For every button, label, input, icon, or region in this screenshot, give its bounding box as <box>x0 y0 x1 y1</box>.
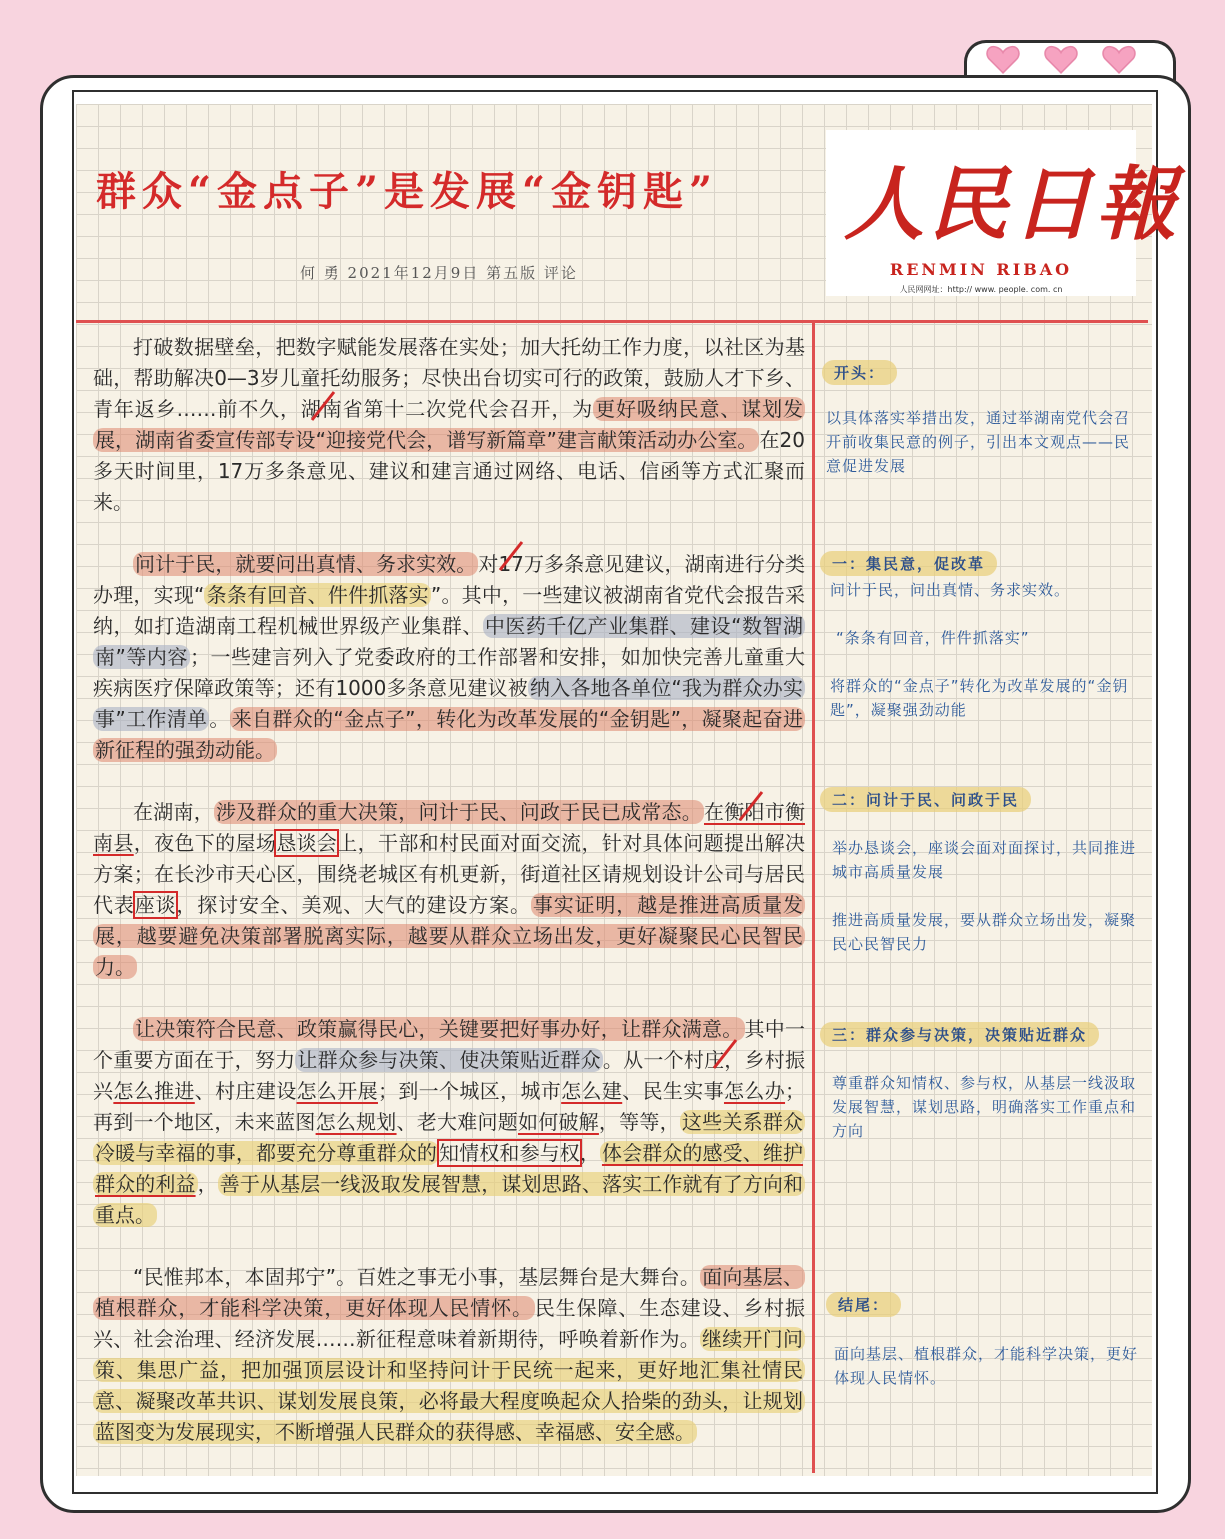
heart-icon <box>986 44 1020 74</box>
note-section-1-c: 将群众的“金点子”转化为改革发展的“金钥匙”，凝聚强劲动能 <box>830 677 1129 719</box>
note-ending: 面向基层、植根群众，才能科学决策，更好体现人民情怀。 <box>834 1345 1139 1387</box>
text-span: 在20多天时间里，17万多条意见、建议和建言通过网络、电话、信函等方式汇聚而来。 <box>93 428 805 514</box>
note-section-2-a: 举办恳谈会，座谈会面对面探讨，共同推进城市高质量发展 <box>832 839 1137 881</box>
check-mark-icon <box>308 390 338 424</box>
article-title: 群众“金点子”是发展“金钥匙” <box>96 168 719 215</box>
note-label-section-2: 二：问计于民、问政于民 <box>820 787 1031 812</box>
check-mark-icon <box>736 790 766 824</box>
note-label-ending: 结尾： <box>826 1292 901 1317</box>
note-label-section-1: 一：集民意，促改革 <box>820 551 997 576</box>
text-span: ，等等， <box>598 1110 680 1134</box>
column-divider <box>812 320 815 1473</box>
highlight-gray: 中医药千亿产业集群、建设“数智湖南”等内容 <box>95 614 803 669</box>
text-span: 民生保障、生态建设、乡村振兴、社会治理、经济发展……新征程意味着新期待，呼唤着新作为。 <box>93 1296 806 1351</box>
check-mark-icon <box>496 540 526 574</box>
text-span: ， <box>579 1141 600 1165</box>
text-span: 、民生实事 <box>622 1079 724 1103</box>
underline-span: 怎么推进 <box>113 1079 195 1103</box>
paragraph-5 <box>93 1262 805 1448</box>
text-span: 。 <box>209 707 230 731</box>
underline-span: 怎么规划 <box>315 1110 397 1134</box>
paragraph-4 <box>93 1014 805 1231</box>
note-section-1-b: “条条有回音，件件抓落实” <box>836 629 1030 647</box>
text-span: 在湖南， <box>133 800 214 824</box>
text-span: 、村庄建设 <box>194 1079 297 1103</box>
text-span: 、老大难问题 <box>396 1110 518 1134</box>
underline-span: 怎么开展 <box>296 1079 378 1103</box>
article-byline: 何 勇 2021年12月9日 第五版 评论 <box>300 264 578 282</box>
note-section-2-b: 推进高质量发展，要从群众立场出发，凝聚民心民智民力 <box>832 911 1137 953</box>
check-mark-icon <box>710 1038 740 1072</box>
text-span: “民惟邦本，本固邦宁”。百姓之事无小事，基层舞台是大舞台。 <box>133 1265 701 1289</box>
text-span: ， <box>197 1172 218 1196</box>
boxed-term: 座谈 <box>134 893 177 917</box>
note-intro: 以具体落实举措出发，通过举湖南党代会召开前收集民意的例子，引出本文观点——民意促进发展 <box>826 409 1131 475</box>
boxed-term: 恳谈会 <box>276 831 338 855</box>
logo-name-cn: 人民日報 <box>844 157 1180 251</box>
highlight-yellow: 条条有回音、件件抓落实 <box>206 583 429 607</box>
highlight-yellow: 这些关系群众冷暖与幸福的事，都要充分尊重群众的 <box>95 1110 804 1165</box>
highlight-red: 更好吸纳民意、谋划发展，湖南省委宣传部专设“迎接党代会，谱写新篇章”建言献策活动办公室。 <box>95 397 803 452</box>
highlight-yellow: 继续开门问策、集思广益，把加强顶层设计和坚持问计于民统一起来，更好地汇集社情民意、凝聚改革共识、谋划发展良策，必将最大程度唤起众人拾柴的劲头，让规划蓝图变为发展现实，不断增强人民群众的获得感、幸福感、安全感。 <box>95 1327 804 1444</box>
text-span: 其中一个重要方面在于，努力 <box>93 1017 805 1072</box>
heart-icon <box>1044 44 1078 74</box>
highlight-yellow: 体会群众的感受、维护群众的利益 <box>95 1141 804 1196</box>
text-span: 对17万多条意见建议，湖南进行分类办理，实现“ <box>93 552 806 607</box>
note-section-3-a: 尊重群众知情权、参与权，从基层一线汲取发展智慧，谋划思路，明确落实工作重点和方向 <box>832 1074 1137 1140</box>
highlight-gray: 纳入各地各单位“我为群众办实事”工作清单 <box>95 676 803 731</box>
text-span: ，探讨安全、美观、大气的建设方案。 <box>176 893 531 917</box>
logo-url: 人民网网址：http:// www. people. com. cn <box>899 285 1063 294</box>
highlight-yellow: 善于从基层一线汲取发展智慧，谋划思路、落实工作就有了方向和重点。 <box>95 1172 804 1227</box>
paragraph-2 <box>93 549 805 766</box>
text-span: 。从一个村庄，乡村振兴 <box>93 1048 806 1103</box>
boxed-term: 知情权和参与权 <box>439 1141 580 1165</box>
paragraph-3 <box>93 797 805 983</box>
underline-span: 在衡阳市衡南县 <box>93 800 805 855</box>
text-span: 上，干部和村民面对面交流，针对具体问题提出解决方案；在长沙市天心区，围绕老城区有机更新，街道社区请规划设计公司与居民代表 <box>93 831 806 917</box>
text-span: ”。其中，一些建议被湖南省党代会报告采纳，如打造湖南工程机械世界级产业集群、 <box>93 583 805 638</box>
underline-span: 如何破解 <box>517 1110 599 1134</box>
underline-span: 怎么办 <box>723 1079 786 1103</box>
text-span: ；再到一个地区，未来蓝图 <box>93 1079 806 1134</box>
header-divider <box>76 320 1148 323</box>
text-span: 打破数据壁垒，把数字赋能发展落在实处；加大托幼工作力度，以社区为基础，帮助解决0—3岁儿童托幼服务；尽快出台切实可行的政策，鼓励人才下乡、青年返乡……前不久，湖南省第十二次党代会召开，为 <box>93 335 805 421</box>
heart-icon <box>1102 44 1136 74</box>
note-label-intro: 开头： <box>822 360 897 385</box>
note-section-1-a: 问计于民，问出真情、务求实效。 <box>830 581 1071 599</box>
newspaper-logo <box>826 130 1180 296</box>
highlight-gray: 让群众参与决策、使决策贴近群众 <box>297 1048 601 1072</box>
highlight-red: 事实证明，越是推进高质量发展，越要避免决策部署脱离实际，越要从群众立场出发，更好凝聚民心民智民力。 <box>95 893 804 979</box>
text-span: ；到一个城区，城市 <box>377 1079 562 1103</box>
logo-name-en: RENMIN RIBAO <box>889 260 1073 279</box>
text-span: ；一些建言列入了党委政府的工作部署和安排，如加快完善儿童重大疾病医疗保障政策等；还有1000多条意见建议被 <box>93 645 805 700</box>
highlight-red: 问计于民，就要问出真情、务求实效。 <box>135 552 477 576</box>
article-body <box>93 332 805 1479</box>
highlight-red: 来自群众的“金点子”，转化为改革发展的“金钥匙”，凝聚起奋进新征程的强劲动能。 <box>95 707 803 762</box>
underline-span: 怎么建 <box>561 1079 623 1103</box>
highlight-red: 面向基层、植根群众，才能科学决策，更好体现人民情怀。 <box>95 1265 803 1320</box>
note-label-section-3: 三：群众参与决策，决策贴近群众 <box>820 1022 1099 1047</box>
highlight-red: 涉及群众的重大决策，问计于民、问政于民已成常态。 <box>216 800 702 824</box>
highlight-red: 让决策符合民意、政策赢得民心，关键要把好事办好，让群众满意。 <box>135 1017 743 1041</box>
paragraph-1 <box>93 332 805 518</box>
text-span: ，夜色下的屋场 <box>133 831 277 855</box>
